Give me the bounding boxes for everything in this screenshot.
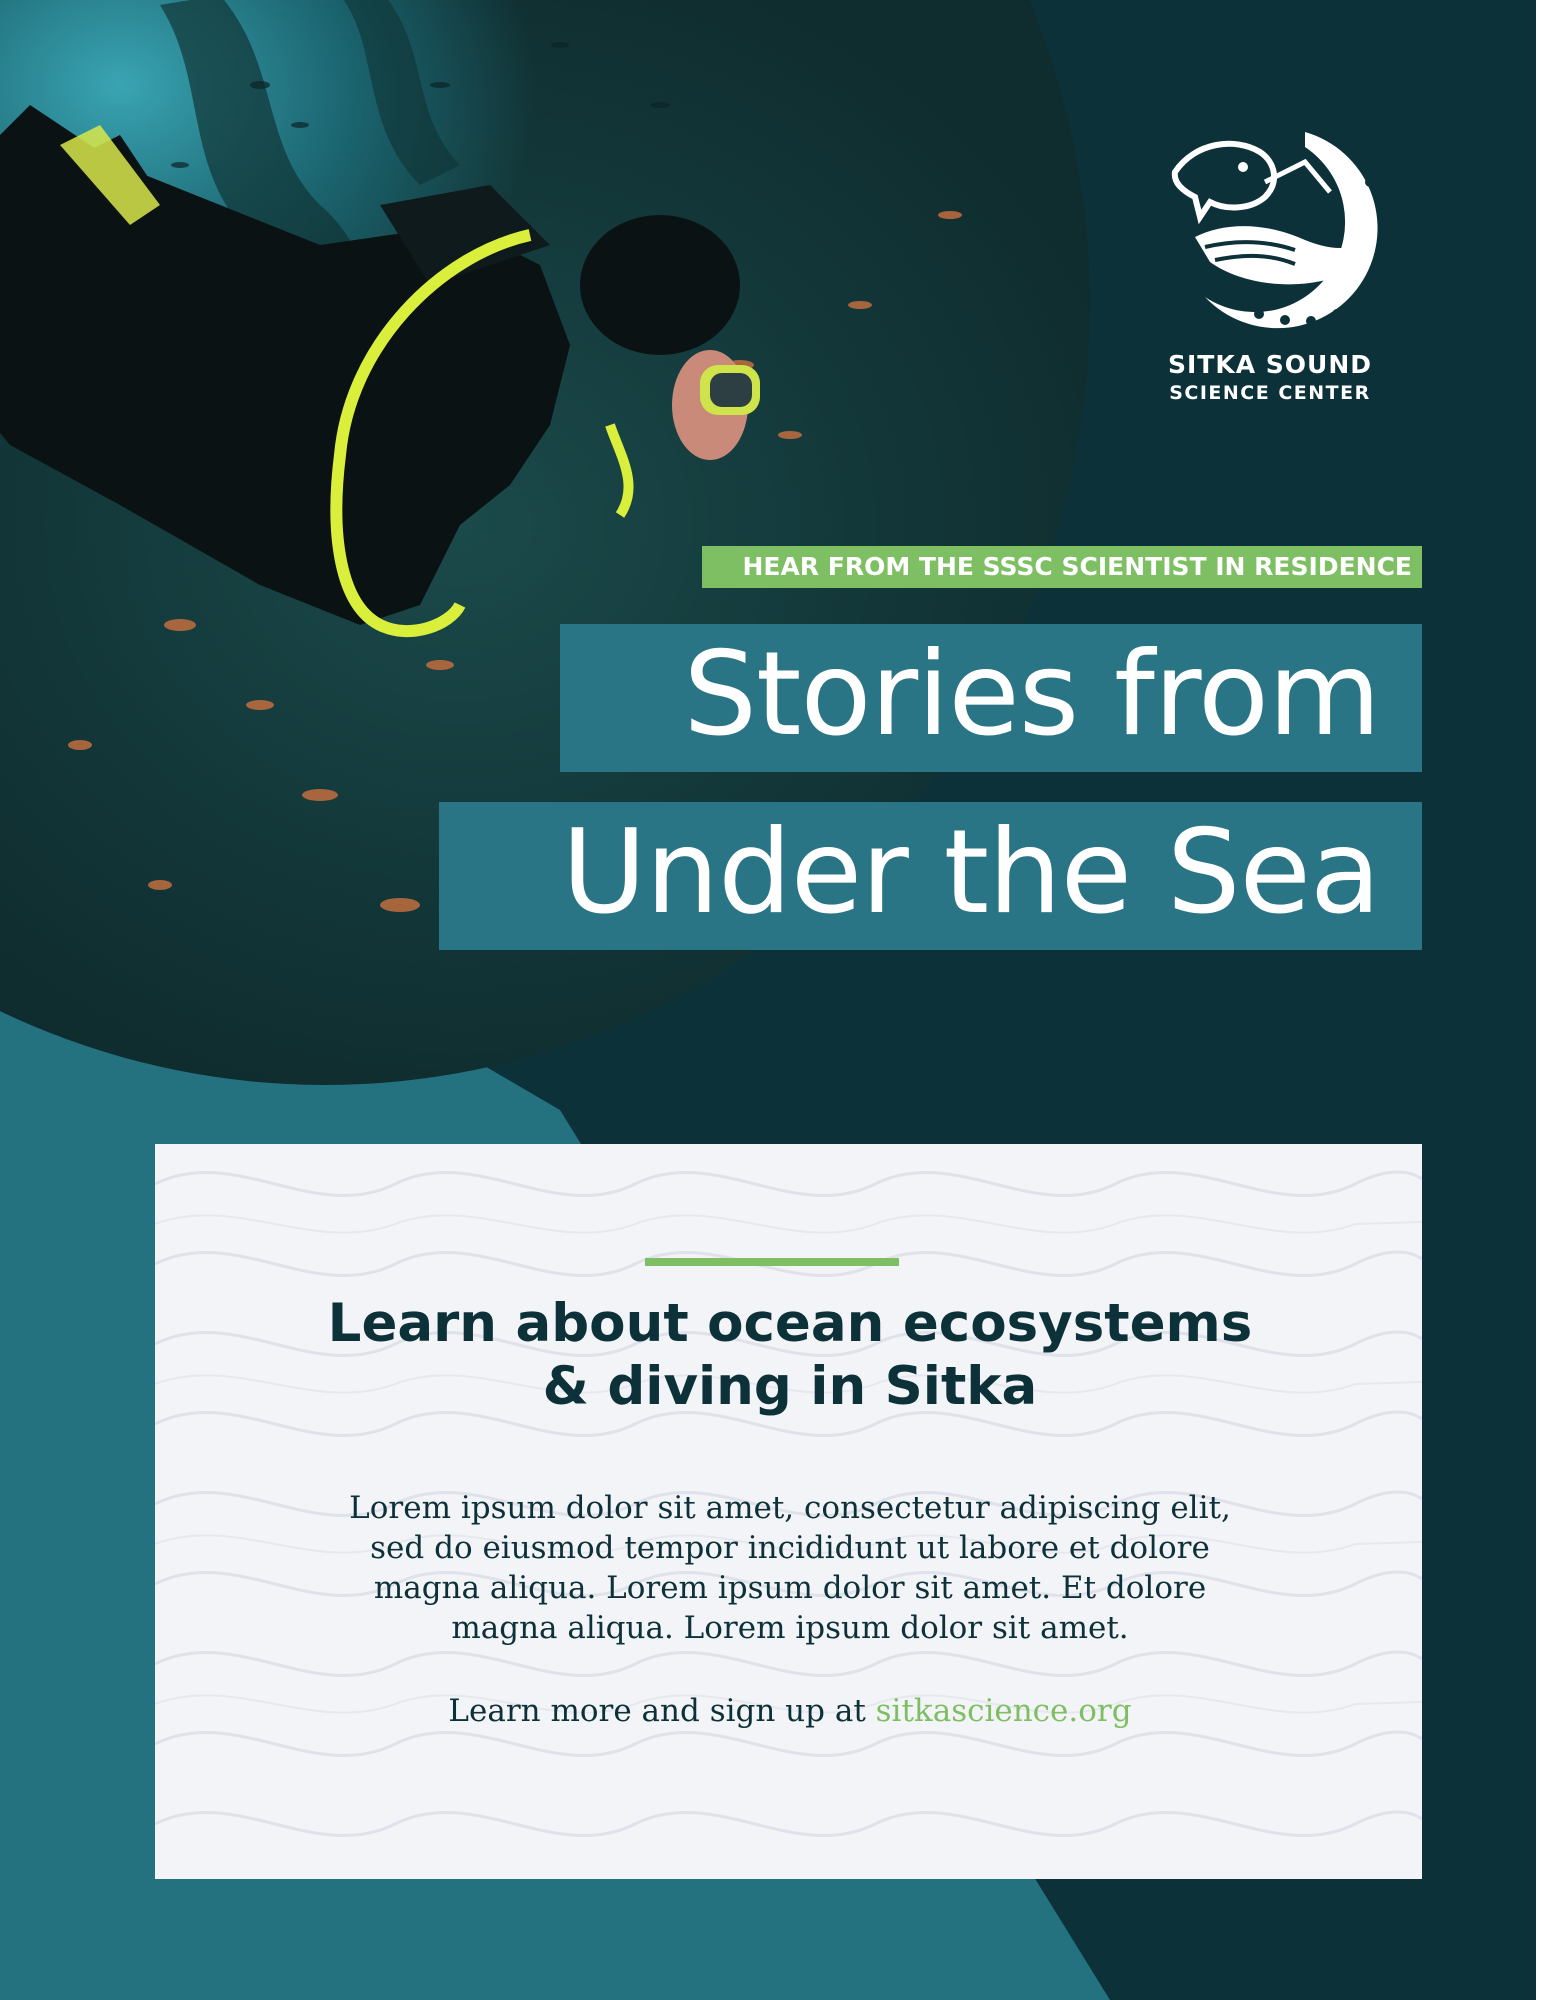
title-line2: Under the Sea: [561, 805, 1380, 940]
kicker-banner: [702, 546, 1422, 588]
kicker-text: HEAR FROM THE SSSC SCIENTIST IN RESIDENCE: [742, 552, 1412, 581]
accent-rule: [645, 1258, 899, 1266]
cta-text: Learn more and sign up at: [448, 1693, 876, 1729]
title-box-line2: [439, 802, 1422, 950]
body-line: Lorem ipsum dolor sit amet, consectetur adipiscing elit,: [349, 1490, 1231, 1526]
title-line1: Stories from: [683, 627, 1380, 762]
body-line: magna aliqua. Lorem ipsum dolor sit amet.: [451, 1610, 1129, 1646]
title-box-line1: [560, 624, 1422, 772]
card-heading: [255, 1292, 1325, 1418]
org-name-line2: SCIENCE CENTER: [1169, 382, 1371, 404]
body-line: magna aliqua. Lorem ipsum dolor sit amet. Et dolore: [373, 1570, 1207, 1606]
card-heading-line2: & diving in Sitka: [542, 1356, 1038, 1417]
cta-website-link[interactable]: sitkascience.org: [875, 1693, 1132, 1729]
body-line: sed do eiusmod tempor incididunt ut labore et dolore: [370, 1530, 1210, 1566]
card-heading-line1: Learn about ocean ecosystems: [327, 1293, 1253, 1354]
page-edge: [1536, 0, 1545, 2000]
fish-and-wave-crest-icon: [1155, 122, 1405, 332]
cta-line: [255, 1691, 1325, 1731]
org-name-line1: SITKA SOUND: [1167, 350, 1373, 379]
card-body: [255, 1488, 1325, 1648]
